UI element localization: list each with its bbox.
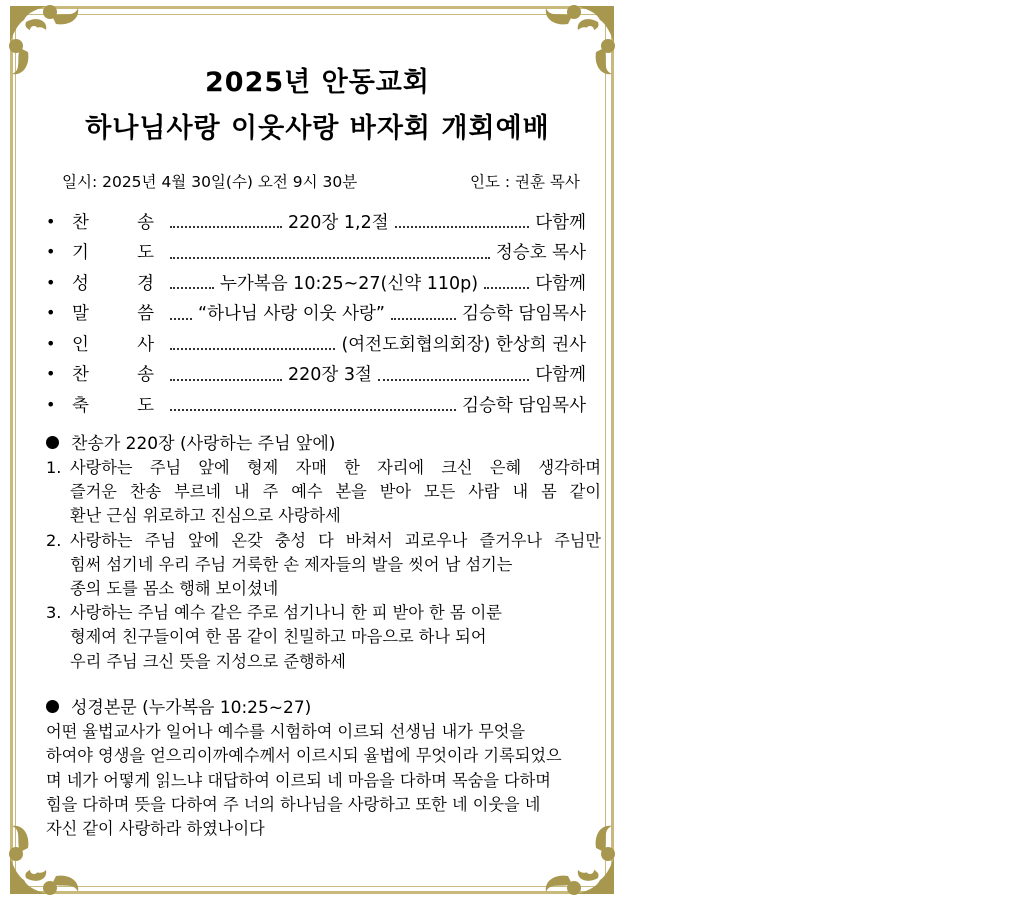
leader-dots xyxy=(170,397,456,411)
leader-dots xyxy=(170,245,490,259)
bullet-icon: • xyxy=(46,272,56,292)
document-title: 2025년 안동교회 xyxy=(205,67,430,98)
leader-dots xyxy=(395,214,530,228)
bullet-icon: • xyxy=(46,364,56,384)
order-row xyxy=(46,267,586,298)
bullet-icon: • xyxy=(46,394,56,414)
order-item-name: 말 씀 xyxy=(72,304,154,325)
document-subtitle: 하나님사랑 이웃사랑 바자회 개회예배 xyxy=(85,113,550,144)
filled-circle-icon xyxy=(46,700,59,713)
order-item-detail: “하나님 사랑 이웃 사랑” xyxy=(198,304,385,325)
order-row xyxy=(46,328,586,359)
scripture-heading: 성경본문 (누가복음 10:25~27) xyxy=(46,693,311,718)
leader-dots xyxy=(484,275,529,289)
leader-dots xyxy=(391,306,456,320)
order-item-person: 다함께 xyxy=(535,365,586,386)
order-item-detail: 220장 1,2절 xyxy=(288,212,389,233)
bullet-icon: • xyxy=(46,242,56,262)
hymn-verse: 2. 사랑하는 주님 앞에 온갖 충성 다 바쳐서 괴로우나 즐거우나 주님만 힘써 섬기네 우리 주님 거룩한 손 제자들의 발을 씻어 남 섬기는 종의 도를 몸소 행해 보이셨네 xyxy=(46,530,601,599)
hymn-heading: 찬송가 220장 (사랑하는 주님 앞에) xyxy=(46,429,335,454)
leader-dots xyxy=(378,367,529,381)
scripture-text: 어떤 율법교사가 일어나 예수를 시험하여 이르되 선생님 내가 무엇을 하여야 영생을 얻으리이까예수께서 이르시되 율법에 무엇이라 기록되었으 며 네가 어떻게 읽느냐 대답하여 이르되 네 마음을 다하며 목숨을 다하며 힘을 다하며 뜻을 다하여 주 너의 하나님을 사랑하고 또한 네 이웃을 네 자신 같이 사랑하라 하였나이다 xyxy=(46,722,562,839)
bullet-icon: • xyxy=(46,303,56,323)
order-item-person: 김승학 담임목사 xyxy=(462,304,586,325)
order-of-service xyxy=(46,206,586,420)
service-date: 일시: 2025년 4월 30일(수) 오전 9시 30분 xyxy=(62,173,358,191)
bullet-icon: • xyxy=(46,333,56,353)
leader-dots xyxy=(170,306,192,320)
bullet-icon: • xyxy=(46,211,56,231)
order-row xyxy=(46,237,586,268)
order-item-person: 다함께 xyxy=(535,273,586,294)
order-row xyxy=(46,359,586,390)
order-item-person: 김승학 담임목사 xyxy=(462,395,586,416)
order-item-person: (여전도회협의회장) 한상희 권사 xyxy=(341,334,586,355)
filled-circle-icon xyxy=(46,436,59,449)
order-item-name: 찬 송 xyxy=(72,365,154,386)
leader-dots xyxy=(170,214,282,228)
leader-dots xyxy=(170,336,335,350)
order-item-name: 성 경 xyxy=(72,273,154,294)
order-row xyxy=(46,389,586,420)
hymn-lyrics xyxy=(46,456,601,674)
order-row xyxy=(46,298,586,329)
order-item-name: 축 도 xyxy=(72,395,154,416)
leader-dots xyxy=(170,275,214,289)
order-item-person: 다함께 xyxy=(535,212,586,233)
order-item-name: 기 도 xyxy=(72,243,154,264)
hymn-verse: 1. 사랑하는 주님 앞에 형제 자매 한 자리에 크신 은혜 생각하며 즐거운 찬송 부르네 내 주 예수 본을 받아 모든 사람 내 몸 같이 환난 근심 위로하고 진심으로 사랑하세 xyxy=(46,458,601,526)
hymn-verse: 3. 사랑하는 주님 예수 같은 주로 섬기나니 한 피 받아 한 몸 이룬 형제여 친구들이여 한 몸 같이 친밀하고 마음으로 하나 되어 우리 주님 크신 뜻을 지성으로 준행하세 xyxy=(46,603,502,671)
service-leader: 인도 : 권훈 목사 xyxy=(470,173,580,191)
order-row xyxy=(46,206,586,237)
order-item-detail: 누가복음 10:25~27(신약 110p) xyxy=(220,273,479,294)
order-item-detail: 220장 3절 xyxy=(288,365,372,386)
order-item-name: 인 사 xyxy=(72,334,154,355)
leader-dots xyxy=(170,367,282,381)
order-item-name: 찬 송 xyxy=(72,212,154,233)
order-item-person: 정승호 목사 xyxy=(495,243,586,264)
